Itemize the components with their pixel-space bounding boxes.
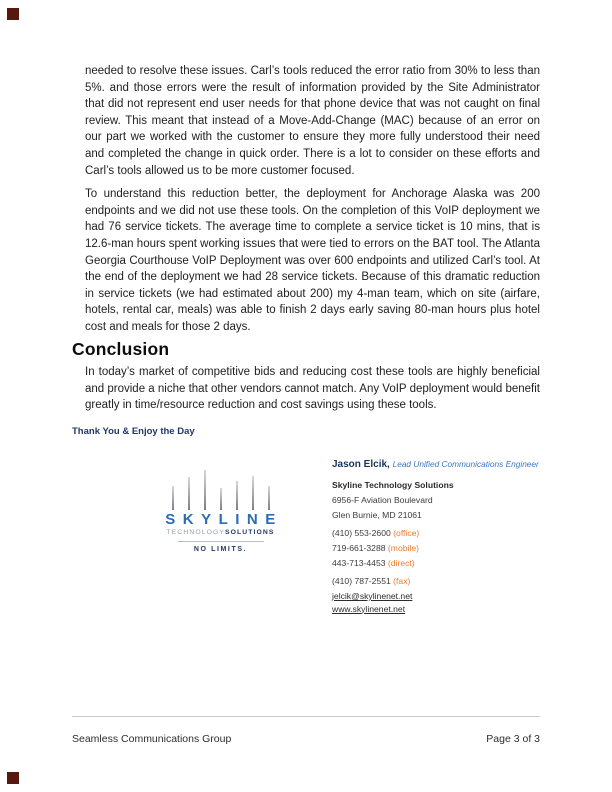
contact-block bbox=[332, 459, 557, 614]
body-paragraph: needed to resolve these issues. Carl’s tools reduced the error ratio from 30% to less than 5%. and those errors were the result of information provided by the Site Administrator that did not represent end user needs for that phone device that was not caught on final review. This meant that instead of a Move-Add-Change (MAC) because of an error on our part we worked with the customer to ensure they more fully understood their need and completed the change in quick order. There is a lot to consider on these efforts and Carl’s tools allowed us to be more customer focused. bbox=[85, 65, 540, 177]
contact-name: Jason Elcik, bbox=[332, 459, 390, 470]
logo-tagline: NO LIMITS. bbox=[193, 546, 248, 553]
contact-phone-direct bbox=[332, 558, 557, 568]
contact-address-line2: Glen Burnie, MD 21061 bbox=[332, 510, 422, 520]
contact-phone-mobile bbox=[332, 543, 557, 553]
contact-title: Lead Unified Communications Engineer bbox=[392, 459, 539, 469]
skyline-bars-icon bbox=[138, 468, 303, 510]
footer-group-name: Seamless Communications Group bbox=[72, 733, 232, 745]
contact-website-link[interactable]: www.skylinenet.net bbox=[332, 603, 406, 614]
footer-page-number: Page 3 of 3 bbox=[486, 733, 540, 745]
logo-subtitle-technology: TECHNOLOGY bbox=[166, 529, 226, 536]
body-text-block bbox=[85, 63, 540, 343]
contact-company: Skyline Technology Solutions bbox=[332, 480, 454, 490]
logo-divider bbox=[178, 541, 264, 542]
contact-phone-fax bbox=[332, 576, 557, 586]
skyline-logo bbox=[138, 468, 303, 553]
contact-email-link[interactable]: jelcik@skylinenet.net bbox=[332, 591, 413, 601]
phone-number: 443-713-4453 bbox=[332, 558, 386, 568]
contact-phone-office bbox=[332, 528, 557, 538]
footer-divider bbox=[72, 716, 540, 717]
body-paragraph: To understand this reduction better, the deployment for Anchorage Alaska was 200 endpoints and we did not use these tools. On the completion of this VoIP deployment we had 76 service tickets. The average time to complete a service ticket is 10 mins, that is 12.6-man hours spent working issues that were tied to errors on the BAT tool. The Atlanta Georgia Courthouse VoIP Deployment was over 600 endpoints and utilized Carl’s tool. At the end of the deployment we had 28 service tickets. Because of this dramatic reduction in service tickets (we had estimated about 200) my 4-man team, which on site (airfare, hotels, rental car, meals) was able to finish 2 days early saving 80-man hours plus hotel cost and meals for those 2 days. bbox=[85, 188, 540, 333]
conclusion-paragraph: In today’s market of competitive bids and reducing cost these tools are highly beneficial and provide a niche that other vendors cannot match. Any VoIP deployment would benefit greatly in time/resource reduction and cost savings using these tools. bbox=[85, 366, 540, 412]
phone-number: (410) 787-2551 bbox=[332, 576, 391, 586]
logo-subtitle-solutions: SOLUTIONS bbox=[225, 529, 275, 536]
phone-label: (mobile) bbox=[387, 543, 419, 553]
page-footer bbox=[72, 733, 540, 745]
conclusion-heading: Conclusion bbox=[72, 339, 170, 359]
phone-label: (office) bbox=[393, 528, 420, 538]
logo-subtitle bbox=[138, 529, 303, 536]
corner-mark-bottom-left bbox=[7, 772, 19, 784]
corner-mark-top-left bbox=[7, 8, 19, 20]
phone-label: (fax) bbox=[393, 576, 411, 586]
contact-address-line1: 6956-F Aviation Boulevard bbox=[332, 495, 433, 505]
thank-you-line: Thank You & Enjoy the Day bbox=[72, 426, 195, 437]
contact-name-line bbox=[332, 459, 557, 470]
phone-number: (410) 553-2600 bbox=[332, 528, 391, 538]
phone-label: (direct) bbox=[387, 558, 415, 568]
phone-number: 719-661-3288 bbox=[332, 543, 386, 553]
logo-wordmark: SKYLINE bbox=[165, 511, 283, 528]
